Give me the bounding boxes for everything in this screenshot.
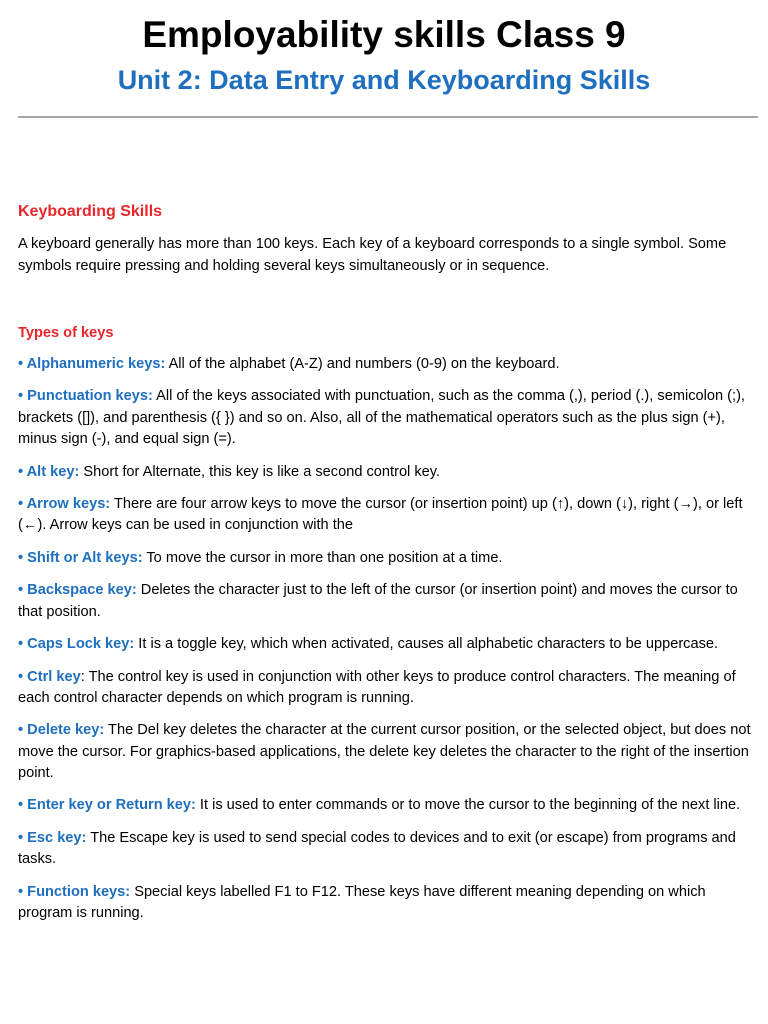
key-term: Arrow keys: bbox=[26, 496, 111, 513]
key-term: Esc key: bbox=[27, 829, 87, 846]
bullet-icon: • bbox=[18, 388, 28, 405]
list-item bbox=[18, 795, 758, 816]
key-description: Short for Alternate, this key is like a second control key. bbox=[79, 463, 441, 480]
bullet-icon: • bbox=[18, 722, 28, 739]
list-item bbox=[18, 882, 758, 925]
key-term: Enter key or Return key: bbox=[27, 797, 196, 814]
key-description: All of the alphabet (A-Z) and numbers (0-9) on the keyboard. bbox=[165, 356, 560, 372]
key-description: The Escape key is used to send special codes to devices and to exit (or escape) from programs and tasks. bbox=[18, 829, 736, 868]
key-types-list bbox=[18, 354, 758, 935]
list-item bbox=[18, 494, 758, 537]
key-description: Deletes the character just to the left of the cursor (or insertion point) and moves the cursor to that position. bbox=[18, 582, 738, 620]
key-term: Backspace key: bbox=[27, 582, 137, 599]
section-heading: Keyboarding Skills bbox=[18, 203, 163, 220]
key-description: : The control key is used in conjunction with other keys to produce control characters. The meaning of each control character depends on which program is running. bbox=[18, 668, 736, 706]
key-description: To move the cursor in more than one position at a time. bbox=[142, 549, 503, 566]
key-term: Punctuation keys: bbox=[27, 388, 153, 405]
header-divider bbox=[18, 116, 758, 118]
bullet-icon: • bbox=[18, 829, 28, 846]
key-term: Function keys: bbox=[27, 883, 131, 900]
bullet-icon: • bbox=[18, 668, 28, 685]
bullet-icon: • bbox=[18, 549, 28, 566]
key-term: Delete key: bbox=[27, 722, 105, 739]
list-item bbox=[18, 720, 758, 784]
page-title: Employability skills Class 9 bbox=[142, 14, 626, 55]
key-description: There are four arrow keys to move the cursor (or insertion point) up (↑), down (↓), right (→), or left (←). Arrow keys can be used in conjunction with the bbox=[18, 496, 743, 534]
key-term: Shift or Alt keys: bbox=[27, 549, 143, 566]
key-description: It is a toggle key, which when activated, causes all alphabetic characters to be uppercase. bbox=[134, 636, 719, 653]
key-term: Alt key: bbox=[26, 463, 80, 480]
list-item bbox=[18, 580, 758, 623]
list-item bbox=[18, 386, 758, 450]
bullet-icon: • bbox=[18, 797, 28, 814]
bullet-icon: • bbox=[18, 582, 28, 599]
bullet-icon: • bbox=[18, 496, 27, 513]
unit-subtitle: Unit 2: Data Entry and Keyboarding Skills bbox=[117, 65, 651, 95]
list-item bbox=[18, 667, 758, 710]
key-description: It is used to enter commands or to move the cursor to the beginning of the next line. bbox=[195, 797, 741, 814]
key-description: Special keys labelled F1 to F12. These keys have different meaning depending on which program is running. bbox=[18, 883, 706, 921]
list-item bbox=[18, 354, 758, 375]
list-item bbox=[18, 634, 758, 655]
bullet-icon: • bbox=[18, 356, 27, 372]
key-description: All of the keys associated with punctuation, such as the comma (,), period (.), semicolon (;), brackets ([]), and parenthesis ({ }) and so on. Also, all of the mathematical operators such as the plus sign (+), minus sign (-), and equal sign (=). bbox=[18, 388, 745, 448]
list-item bbox=[18, 548, 758, 569]
bullet-icon: • bbox=[18, 883, 28, 900]
list-item bbox=[18, 828, 758, 871]
key-description: The Del key deletes the character at the current cursor position, or the selected object, but does not move the cursor. For graphics-based applications, the delete key deletes the character to the right of the insertion point. bbox=[18, 722, 751, 781]
types-heading: Types of keys bbox=[18, 325, 114, 341]
key-term: Caps Lock key: bbox=[27, 636, 135, 653]
key-term: Alphanumeric keys: bbox=[26, 356, 166, 372]
bullet-icon: • bbox=[18, 463, 27, 480]
intro-paragraph: A keyboard generally has more than 100 keys. Each key of a keyboard corresponds to a single symbol. Some symbols require pressing and holding several keys simultaneously or in sequence. bbox=[18, 236, 727, 274]
list-item bbox=[18, 462, 758, 483]
bullet-icon: • bbox=[18, 636, 28, 653]
key-term: Ctrl key bbox=[27, 668, 81, 685]
